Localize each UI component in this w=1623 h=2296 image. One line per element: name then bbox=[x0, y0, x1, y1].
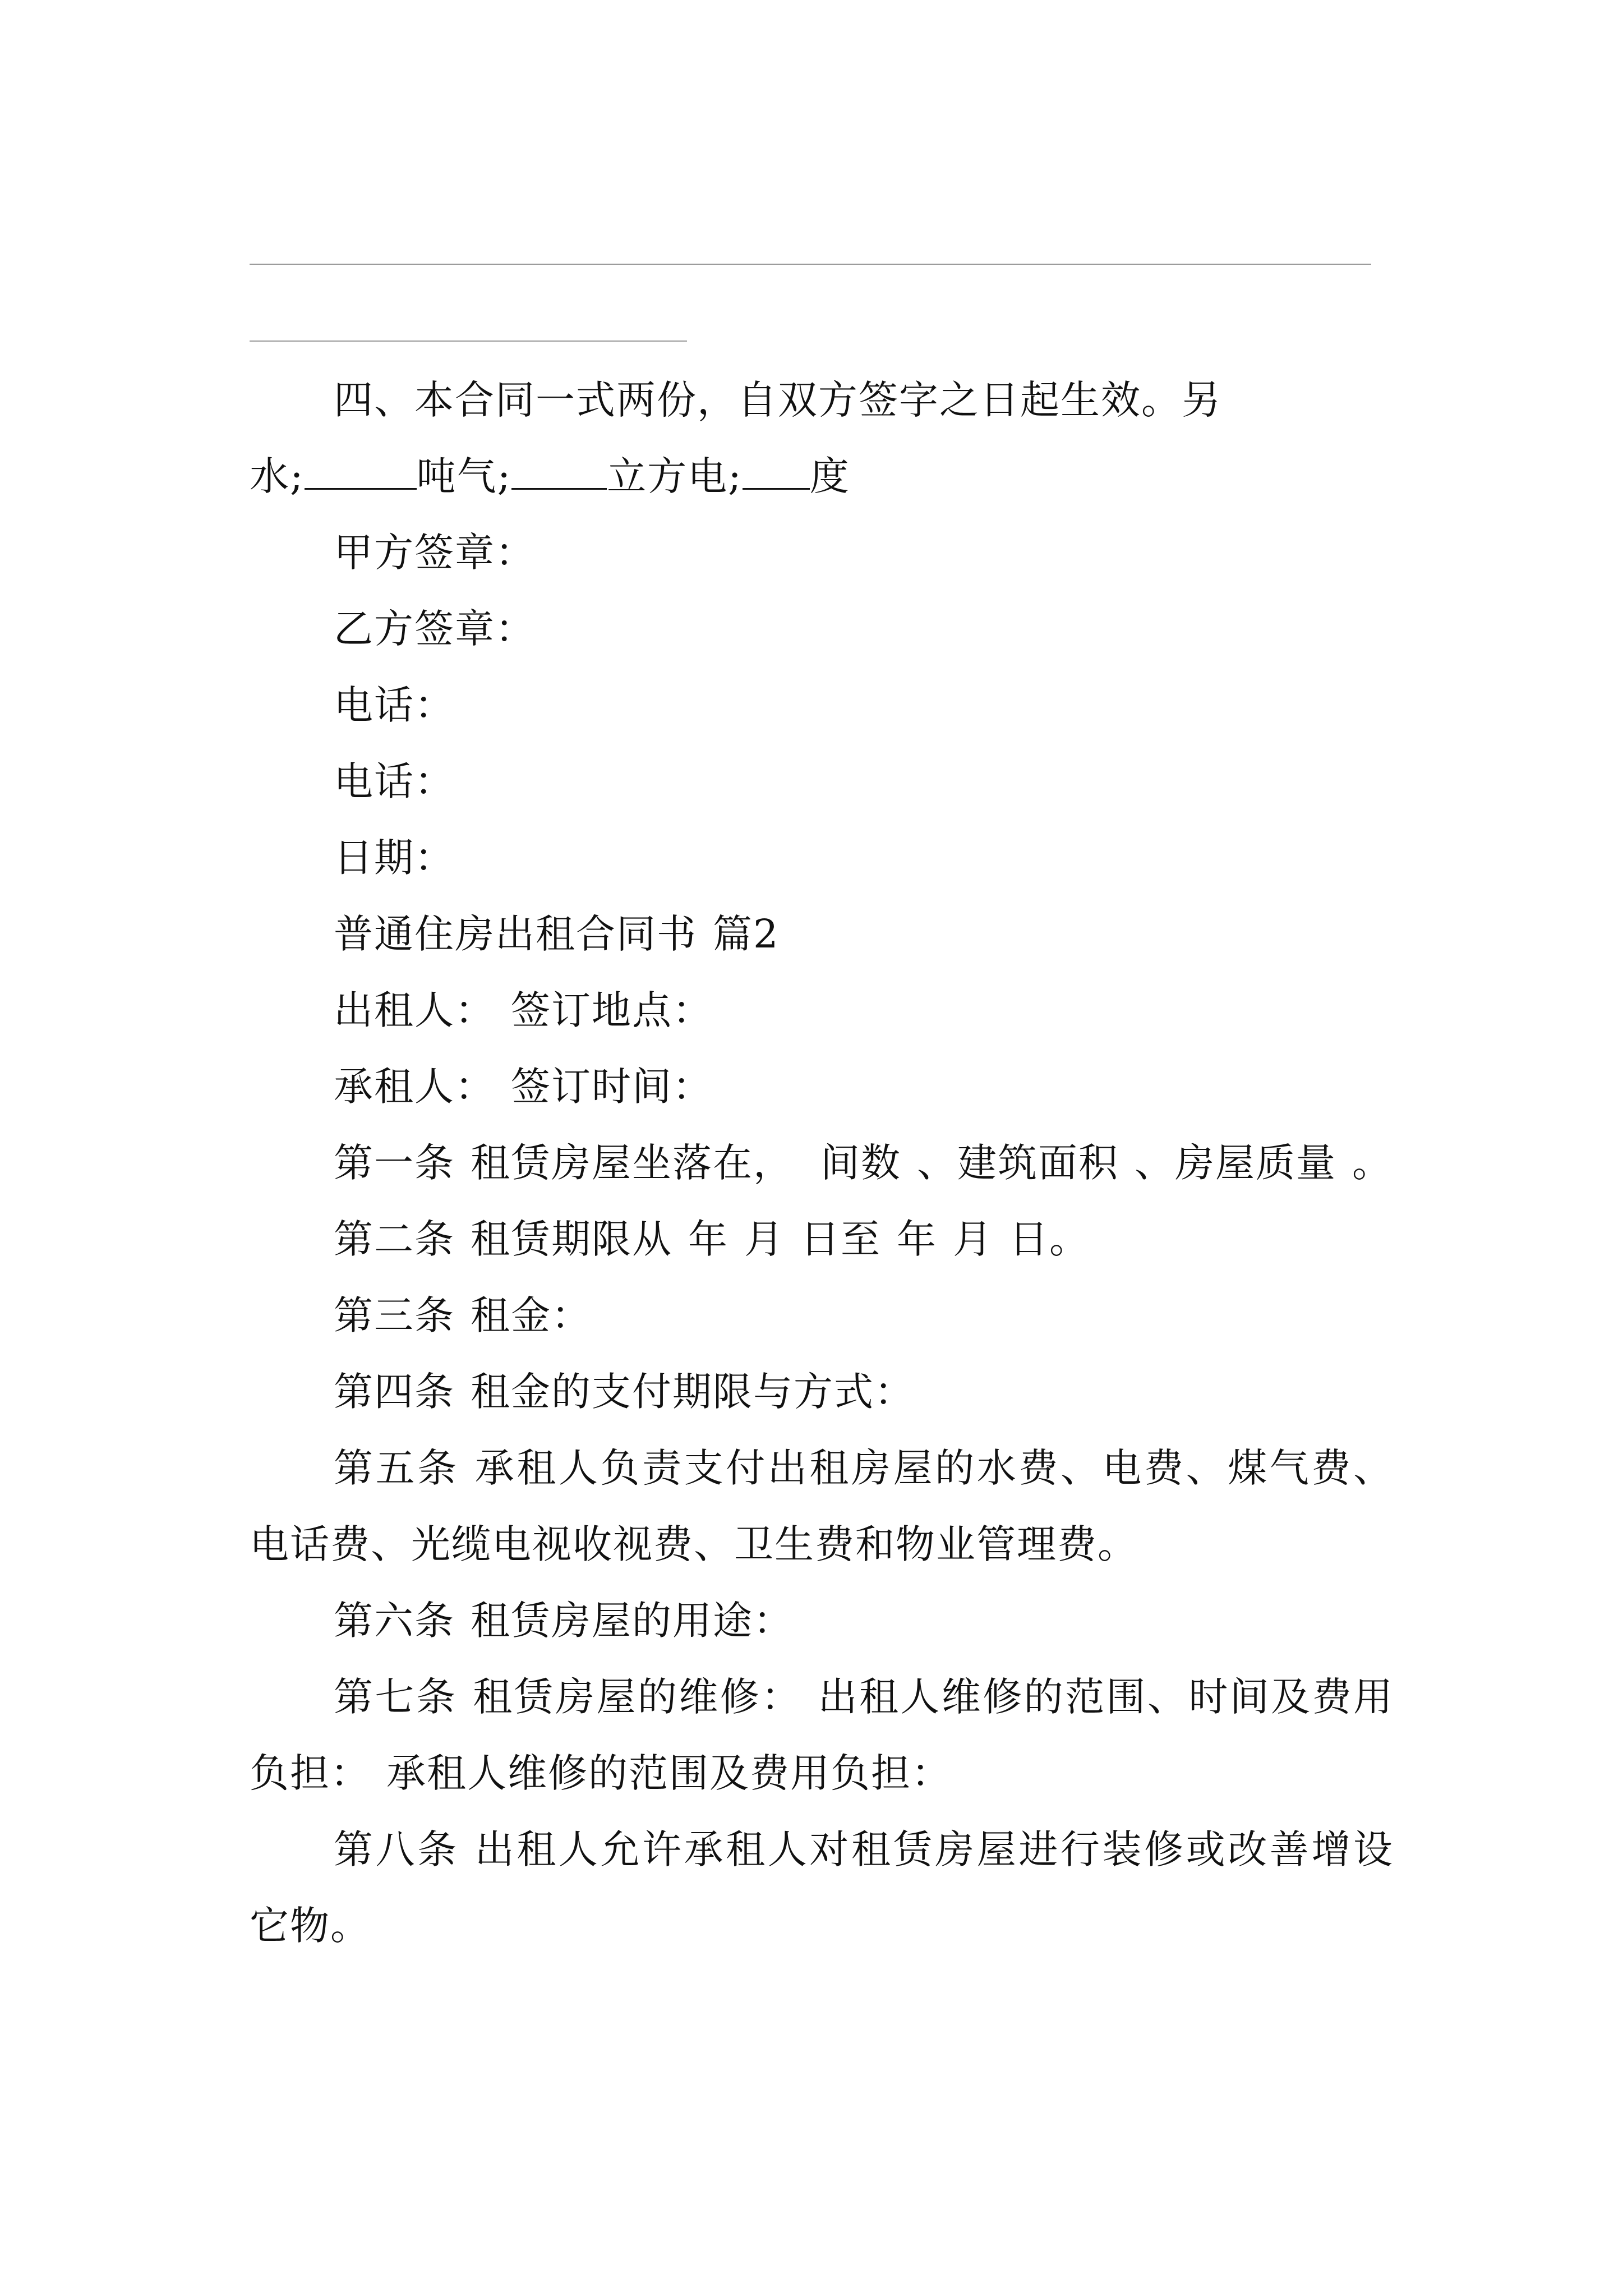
article-7-label: 第七条 bbox=[334, 1674, 458, 1720]
lessor-label: 出租人： bbox=[334, 987, 495, 1033]
meter-degree-label: 度 bbox=[809, 453, 850, 499]
lessor-line bbox=[250, 972, 1394, 1048]
meter-gas-label: 吨气; bbox=[416, 453, 512, 499]
signing-place-label: 签订地点： bbox=[511, 987, 713, 1033]
article-8: 第八条 出租人允许承租人对租赁房屋进行装修或改善增设它物。 bbox=[250, 1826, 1394, 1949]
article-1: 第一条 租赁房屋坐落在， 间数 、建筑面积 、房屋质量 。 bbox=[334, 1140, 1393, 1186]
section-title bbox=[250, 896, 1394, 972]
article-7: 第七条 租赁房屋的维修： 出租人维修的范围、时间及费用负担： 承租人维修的范围及费用负担： bbox=[250, 1674, 1394, 1796]
lessee-line bbox=[250, 1048, 1394, 1125]
date-line: 日期： bbox=[334, 835, 455, 881]
article-4: 第四条 租金的支付期限与方式： bbox=[334, 1369, 915, 1415]
contract-body bbox=[250, 362, 1394, 1964]
gas-blank bbox=[511, 453, 607, 490]
section-title-part: 篇2 bbox=[713, 911, 780, 957]
blank-fill-line bbox=[250, 264, 1371, 265]
article-2-label: 第二条 bbox=[334, 1216, 455, 1262]
article-6-label: 第六条 bbox=[334, 1598, 455, 1644]
article-5-label: 第五条 bbox=[334, 1445, 459, 1491]
phone-line-1: 电话： bbox=[334, 682, 455, 728]
article-2: 第二条 租赁期限从 年 月 日至 年 月 日。 bbox=[334, 1216, 1090, 1262]
article-3-label: 第三条 bbox=[334, 1292, 455, 1338]
clause-four: 四、本合同一式两份，自双方签字之日起生效。另 水; 吨气; 立方电; 度 bbox=[250, 377, 1222, 499]
article-5: 第五条 承租人负责支付出租房屋的水费、电费、煤气费、电话费、光缆电视收视费、卫生费和物业管理费。 bbox=[250, 1445, 1394, 1567]
signing-time-label: 签订时间： bbox=[511, 1064, 713, 1110]
section-title-main: 普通住房出租合同书 bbox=[334, 911, 697, 957]
article-3: 第三条 租金： bbox=[334, 1292, 592, 1338]
party-b-signature: 乙方签章： bbox=[334, 606, 536, 652]
meter-electric-label: 立方电; bbox=[607, 453, 743, 499]
phone-line-2: 电话： bbox=[334, 758, 455, 804]
article-4-label: 第四条 bbox=[334, 1369, 455, 1415]
article-8-label: 第八条 bbox=[334, 1826, 459, 1872]
article-1-label: 第一条 bbox=[334, 1140, 455, 1186]
party-a-signature: 甲方签章： bbox=[334, 530, 536, 576]
article-6: 第六条 租赁房屋的用途： bbox=[334, 1598, 794, 1644]
meter-water-label: 水; bbox=[250, 453, 305, 499]
electric-blank bbox=[743, 453, 810, 490]
lessee-label: 承租人： bbox=[334, 1064, 495, 1110]
blank-fill-line-short bbox=[250, 341, 687, 342]
water-blank bbox=[305, 453, 417, 490]
